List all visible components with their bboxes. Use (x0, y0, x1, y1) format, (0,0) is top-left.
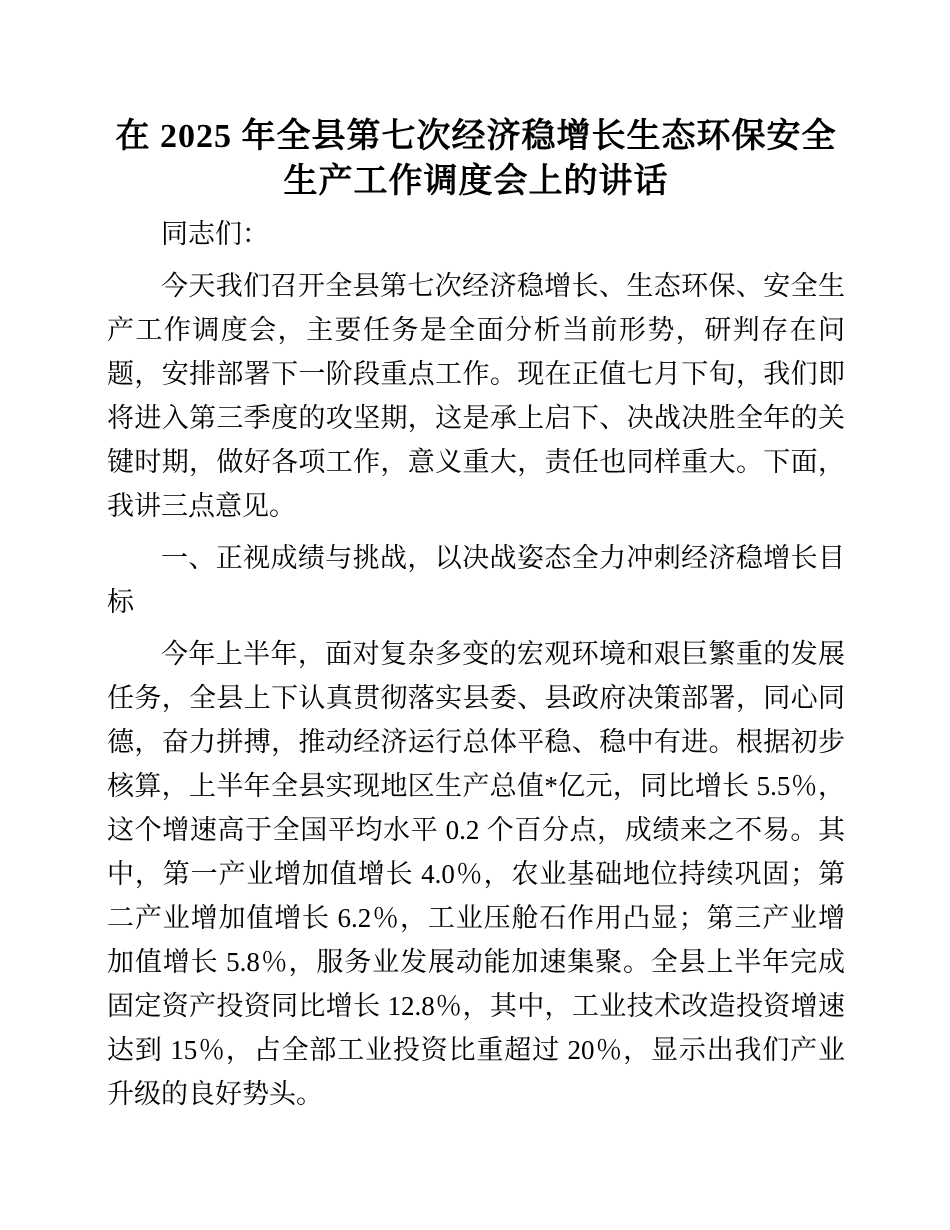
paragraph-meeting-intro: 今天我们召开全县第七次经济稳增长、生态环保、安全生产工作调度会，主要任务是全面分析当前形势，研判存在问题，安排部署下一阶段重点工作。现在正值七月下旬，我们即将进入第三季度的攻坚期，这是承上启下、决战决胜全年的关键时期，做好各项工作，意义重大，责任也同样重大。下面，我讲三点意见。 (107, 271, 845, 521)
section-heading-1: 一、正视成绩与挑战，以决战姿态全力冲刺经济稳增长目标 (107, 543, 845, 617)
document-title-line-1: 在 2025 年全县第七次经济稳增长生态环保安全 (115, 118, 837, 155)
document-title-line-2: 生产工作调度会上的讲话 (283, 163, 669, 200)
salutation: 同志们： (161, 219, 269, 249)
document-title (107, 114, 845, 204)
paragraph-economic-results: 今年上半年，面对复杂多变的宏观环境和艰巨繁重的发展任务，全县上下认真贯彻落实县委、县政府决策部署，同心同德，奋力拼搏，推动经济运行总体平稳、稳中有进。根据初步核算，上半年全县实现地区生产总值*亿元，同比增长 5.5％，这个增速高于全国平均水平 0.2 个百分点，成绩来之不易。其中，第一产业增加值增长 4.0％，农业基础地位持续巩固；第二产业增加值增长 6.2％，工业压舱石作用凸显；第三产业增加值增长 5.8％，服务业发展动能加速集聚。全县上半年完成固定资产投资同比增长 12.8％，其中，工业技术改造投资增速达到 15％，占全部工业投资比重超过 20％，显示出我们产业升级的良好势头。 (107, 639, 845, 1109)
